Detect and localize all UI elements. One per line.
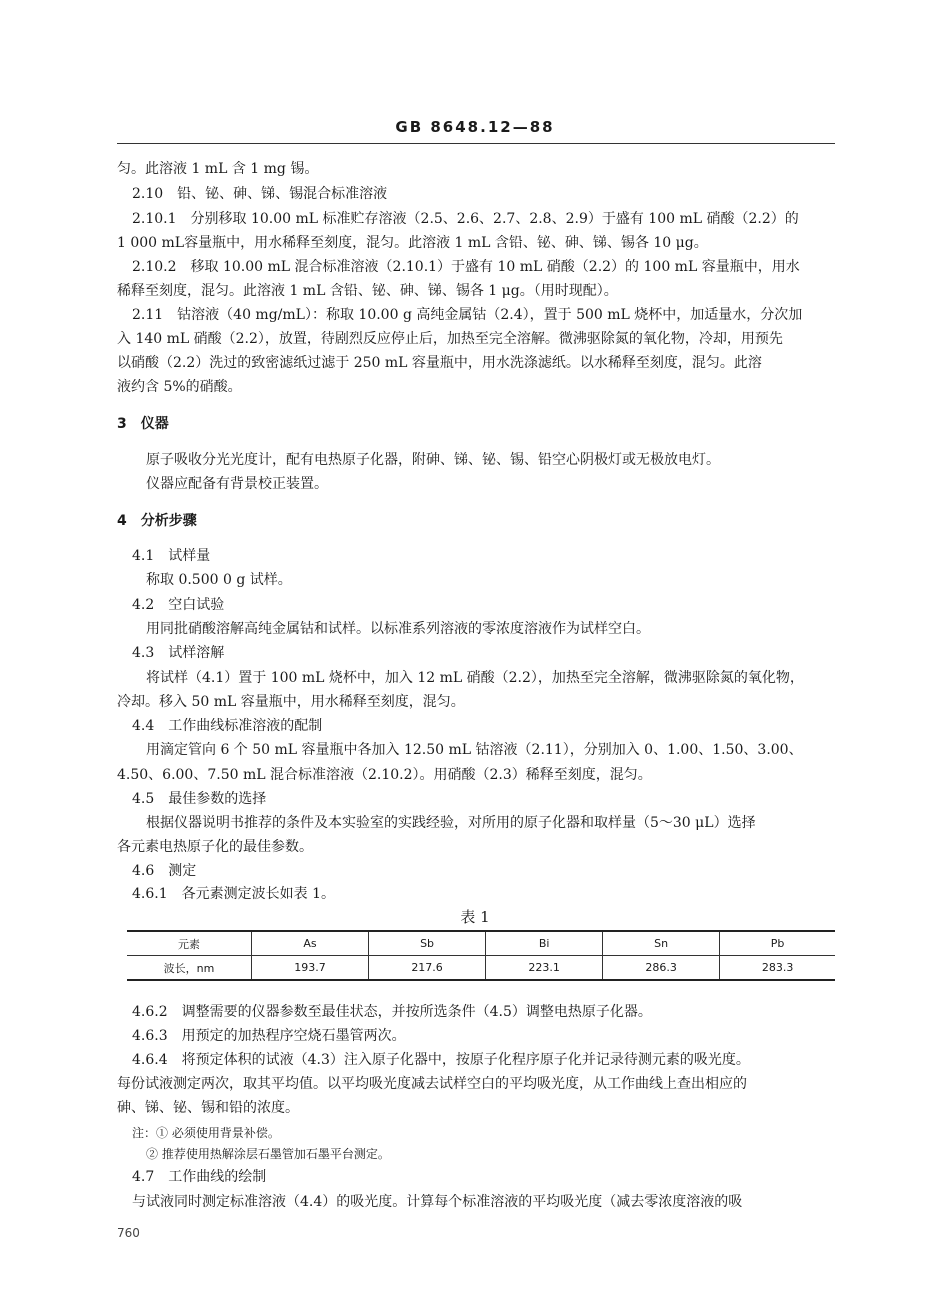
body-line: 用滴定管向 6 个 50 mL 容量瓶中各加入 12.50 mL 钴溶液（2.11），分别加入 0、1.00、1.50、3.00、 bbox=[146, 742, 803, 758]
table-header-row bbox=[127, 931, 835, 956]
body-line: 液约含 5%的硝酸。 bbox=[117, 379, 242, 395]
table-cell: 223.1 bbox=[486, 956, 603, 981]
body-line: 入 140 mL 硝酸（2.2），放置，待剧烈反应停止后，加热至完全溶解。微沸驱除氮的氧化物，冷却，用预先 bbox=[117, 331, 783, 347]
body-line: 4.6.4 将预定体积的试液（4.3）注入原子化器中，按原子化程序原子化并记录待测元素的吸光度。 bbox=[132, 1052, 750, 1068]
table-header-cell: Bi bbox=[486, 931, 603, 956]
table-cell: 217.6 bbox=[369, 956, 486, 981]
body-line: 4.6.2 调整需要的仪器参数至最佳状态，并按所选条件（4.5）调整电热原子化器。 bbox=[132, 1004, 652, 1020]
section-title: 2.10 铅、铋、砷、锑、锡混合标准溶液 bbox=[132, 186, 388, 202]
table-caption: 表 1 bbox=[460, 908, 490, 926]
body-line: 1 000 mL容量瓶中，用水稀释至刻度，混匀。此溶液 1 mL 含铅、铋、砷、锑、锡各 10 μg。 bbox=[117, 235, 708, 251]
page-header: GB 8648.12—88 bbox=[395, 118, 555, 136]
table-header-cell: Sb bbox=[369, 931, 486, 956]
body-line: 稀释至刻度，混匀。此溶液 1 mL 含铅、铋、砷、锑、锡各 1 μg。（用时现配）。 bbox=[117, 283, 618, 299]
note-line: ② 推荐使用热解涂层石墨管加石墨平台测定。 bbox=[146, 1147, 390, 1161]
subsection-title: 4.1 试样量 bbox=[132, 548, 211, 564]
section-heading-3: 3 仪器 bbox=[117, 416, 169, 432]
body-line: 4.6.1 各元素测定波长如表 1。 bbox=[132, 886, 335, 902]
subsection-title: 4.6 测定 bbox=[132, 863, 197, 879]
table-header-cell: 元素 bbox=[127, 931, 252, 956]
table-header-cell: As bbox=[252, 931, 369, 956]
subsection-title: 4.4 工作曲线标准溶液的配制 bbox=[132, 718, 323, 734]
body-line: 冷却。移入 50 mL 容量瓶中，用水稀释至刻度，混匀。 bbox=[117, 694, 465, 710]
body-line: 2.10.1 分别移取 10.00 mL 标准贮存溶液（2.5、2.6、2.7、2.8、2.9）于盛有 100 mL 硝酸（2.2）的 bbox=[132, 211, 799, 227]
body-line: 2.11 钴溶液（40 mg/mL）：称取 10.00 g 高纯金属钴（2.4），置于 500 mL 烧杯中，加适量水，分次加 bbox=[132, 307, 803, 323]
body-line: 根据仪器说明书推荐的条件及本实验室的实践经验，对所用的原子化器和取样量（5～30 μL）选择 bbox=[146, 815, 756, 831]
section-heading-4: 4 分析步骤 bbox=[117, 513, 197, 529]
subsection-title: 4.5 最佳参数的选择 bbox=[132, 791, 267, 807]
subsection-title: 4.3 试样溶解 bbox=[132, 645, 225, 661]
body-line: 仪器应配备有背景校正装置。 bbox=[146, 476, 328, 492]
table-cell: 193.7 bbox=[252, 956, 369, 981]
body-line: 匀。此溶液 1 mL 含 1 mg 锡。 bbox=[117, 161, 319, 177]
table-cell: 283.3 bbox=[720, 956, 835, 981]
body-line: 与试液同时测定标准溶液（4.4）的吸光度。计算每个标准溶液的平均吸光度（减去零浓度溶液的吸 bbox=[132, 1194, 743, 1210]
body-line: 以硝酸（2.2）洗过的致密滤纸过滤于 250 mL 容量瓶中，用水洗涤滤纸。以水稀释至刻度，混匀。此溶 bbox=[117, 355, 762, 371]
body-line: 2.10.2 移取 10.00 mL 混合标准溶液（2.10.1）于盛有 10 mL 硝酸（2.2）的 100 mL 容量瓶中，用水 bbox=[132, 259, 800, 275]
table-cell: 波长，nm bbox=[127, 956, 252, 981]
note-line: 注：① 必须使用背景补偿。 bbox=[132, 1126, 280, 1140]
body-line: 砷、锑、铋、锡和铅的浓度。 bbox=[117, 1100, 299, 1116]
body-line: 将试样（4.1）置于 100 mL 烧杯中，加入 12 mL 硝酸（2.2），加热至完全溶解，微沸驱除氮的氧化物， bbox=[146, 670, 804, 686]
body-line: 称取 0.500 0 g 试样。 bbox=[146, 572, 292, 588]
subsection-title: 4.2 空白试验 bbox=[132, 597, 225, 613]
wavelength-table bbox=[127, 930, 835, 981]
table-cell: 286.3 bbox=[603, 956, 720, 981]
subsection-title: 4.7 工作曲线的绘制 bbox=[132, 1169, 267, 1185]
body-line: 4.6.3 用预定的加热程序空烧石墨管两次。 bbox=[132, 1028, 406, 1044]
header-rule bbox=[117, 143, 835, 144]
body-line: 原子吸收分光光度计，配有电热原子化器，附砷、锑、铋、锡、铅空心阴极灯或无极放电灯。 bbox=[146, 452, 720, 468]
table-header-cell: Sn bbox=[603, 931, 720, 956]
page-number: 760 bbox=[117, 1226, 140, 1240]
body-line: 每份试液测定两次，取其平均值。以平均吸光度减去试样空白的平均吸光度，从工作曲线上查出相应的 bbox=[117, 1076, 747, 1092]
body-line: 各元素电热原子化的最佳参数。 bbox=[117, 839, 313, 855]
table-header-cell: Pb bbox=[720, 931, 835, 956]
table-row bbox=[127, 956, 835, 981]
body-line: 用同批硝酸溶解高纯金属钴和试样。以标准系列溶液的零浓度溶液作为试样空白。 bbox=[146, 621, 650, 637]
body-line: 4.50、6.00、7.50 mL 混合标准溶液（2.10.2）。用硝酸（2.3）稀释至刻度，混匀。 bbox=[117, 767, 652, 783]
